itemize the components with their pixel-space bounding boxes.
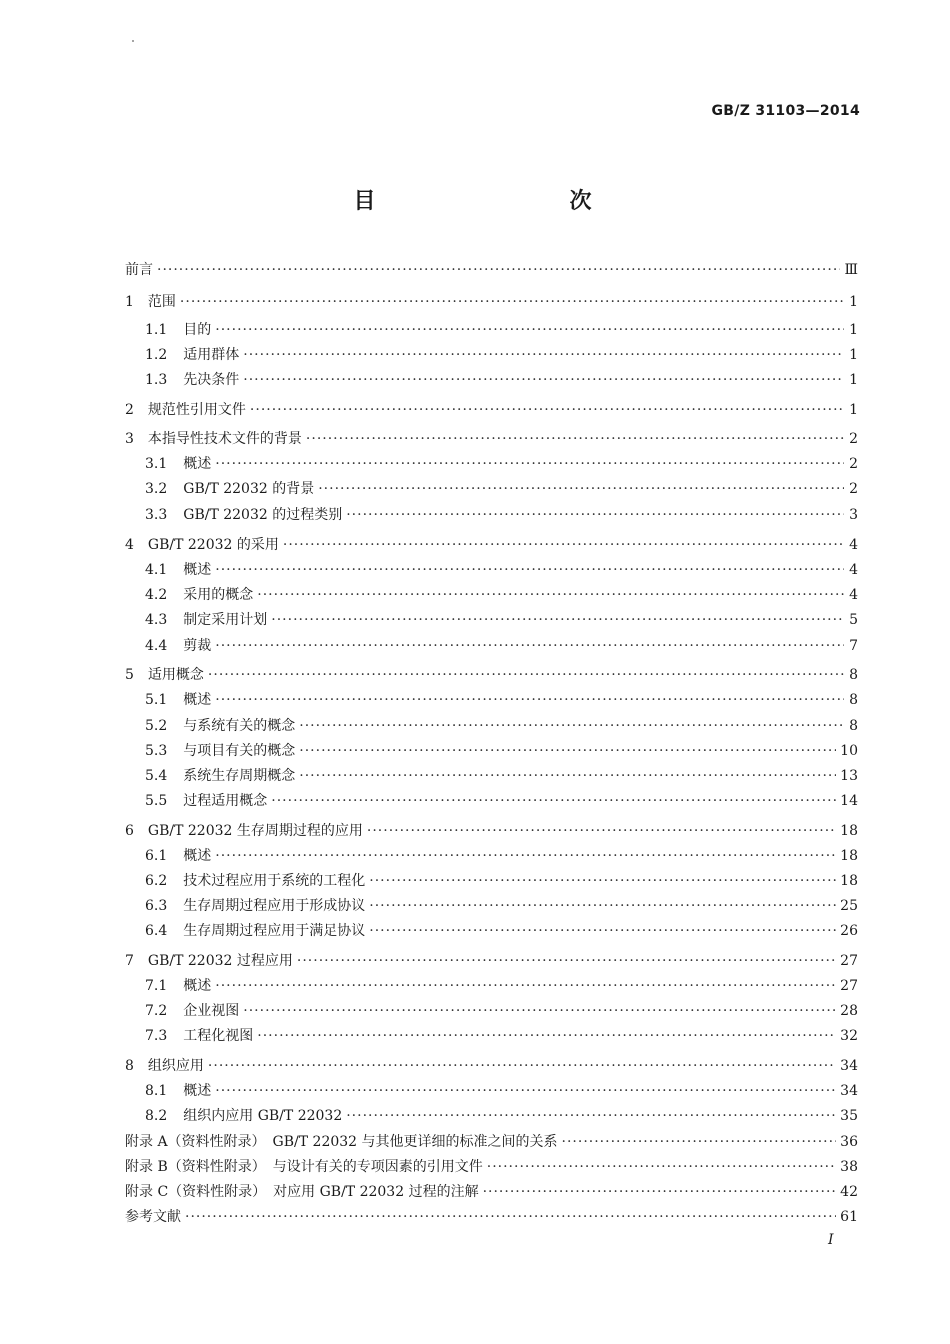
toc-entry-label: GB/T 22032 的采用 — [147, 537, 279, 553]
toc-entry-label: 参考文献 — [125, 1209, 181, 1225]
toc-entry-number: 4.1 — [145, 562, 168, 578]
scan-speck — [132, 40, 134, 42]
toc-entry[interactable] — [145, 921, 858, 941]
toc-entry-label: 组织内应用 GB/T 22032 — [183, 1108, 343, 1124]
toc-entry[interactable] — [125, 1207, 858, 1227]
toc-entry-number: 7 — [125, 953, 134, 969]
toc-entry[interactable] — [145, 871, 858, 891]
toc-leader-dots — [369, 896, 836, 916]
toc-leader-dots — [483, 1182, 837, 1202]
toc-entry-label: 生存周期过程应用于满足协议 — [183, 923, 366, 939]
toc-leader-dots — [208, 665, 844, 685]
toc-leader-dots — [257, 585, 844, 605]
toc-entry[interactable] — [145, 716, 858, 736]
toc-entry[interactable] — [145, 791, 858, 811]
toc-leader-dots — [306, 429, 844, 449]
toc-entry-number: 4.4 — [145, 638, 168, 654]
toc-leader-dots — [215, 1081, 836, 1101]
toc-entry-number: 3.1 — [145, 456, 168, 472]
toc-entry-label: 概述 — [183, 978, 212, 994]
toc-leader-dots — [215, 690, 844, 710]
toc-entry-label: 与系统有关的概念 — [183, 718, 296, 734]
toc-entry-page: 3 — [849, 507, 858, 523]
toc-entry-label: 技术过程应用于系统的工程化 — [183, 873, 366, 889]
toc-entry-page: Ⅲ — [844, 262, 858, 278]
toc-entry-number: 5.3 — [145, 743, 168, 759]
toc-leader-dots — [257, 1026, 836, 1046]
toc-entry[interactable] — [145, 1081, 858, 1101]
toc-entry-number: 6.3 — [145, 898, 168, 914]
toc-entry[interactable] — [125, 1182, 858, 1202]
toc-entry[interactable] — [145, 479, 858, 499]
toc-entry-page: 32 — [840, 1028, 858, 1044]
toc-entry-page: 2 — [849, 431, 858, 447]
toc-leader-dots — [243, 370, 844, 390]
toc-entry-page: 36 — [840, 1134, 858, 1150]
toc-entry-page: 2 — [849, 456, 858, 472]
toc-entry-label: 范围 — [147, 294, 176, 310]
toc-entry-page: 1 — [849, 322, 858, 338]
toc-entry-number: 2 — [125, 402, 134, 418]
toc-leader-dots — [271, 610, 844, 630]
toc-entry[interactable] — [145, 370, 858, 390]
toc-entry-page: 8 — [849, 667, 858, 683]
toc-entry-label: 过程适用概念 — [183, 793, 268, 809]
toc-entry-label: GB/T 22032 的背景 — [183, 481, 315, 497]
toc-entry-number: 8.1 — [145, 1083, 168, 1099]
toc-entry[interactable] — [145, 741, 858, 761]
toc-entry-page: 1 — [849, 347, 858, 363]
toc-leader-dots — [215, 976, 836, 996]
toc-leader-dots — [299, 716, 844, 736]
toc-entry-number: 4.3 — [145, 612, 168, 628]
toc-leader-dots — [299, 741, 836, 761]
toc-entry-label: 概述 — [183, 456, 212, 472]
toc-entry-label: 组织应用 — [147, 1058, 204, 1074]
toc-entry[interactable] — [125, 1132, 858, 1152]
toc-leader-dots — [299, 766, 836, 786]
toc-leader-dots — [215, 846, 836, 866]
toc-leader-dots — [215, 454, 844, 474]
toc-entry-label: GB/T 22032 过程应用 — [147, 953, 293, 969]
toc-entry[interactable] — [125, 535, 858, 555]
toc-entry-number: 6.1 — [145, 848, 168, 864]
toc-entry-page: 5 — [849, 612, 858, 628]
toc-entry-number: 7.1 — [145, 978, 168, 994]
toc-entry-number: 1.1 — [145, 322, 168, 338]
toc-entry-page: 18 — [840, 823, 858, 839]
toc-entry[interactable] — [125, 292, 858, 312]
toc-leader-dots — [369, 871, 836, 891]
toc-entry-number: 1.2 — [145, 347, 168, 363]
toc-entry-page: 2 — [849, 481, 858, 497]
toc-entry-page: 34 — [840, 1083, 858, 1099]
toc-entry-label: 适用群体 — [183, 347, 240, 363]
toc-entry-number: 4.2 — [145, 587, 168, 603]
toc-entry-number: 8 — [125, 1058, 134, 1074]
standard-code: GB/Z 31103—2014 — [711, 103, 860, 119]
toc-entry-page: 4 — [849, 562, 858, 578]
toc-leader-dots — [157, 260, 840, 280]
toc-entry[interactable] — [125, 429, 858, 449]
toc-entry-number: 6.2 — [145, 873, 168, 889]
toc-entry-label: 本指导性技术文件的背景 — [147, 431, 302, 447]
toc-leader-dots — [271, 791, 836, 811]
page-number: I — [828, 1232, 834, 1248]
toc-entry-page: 13 — [840, 768, 858, 784]
toc-entry-page: 18 — [840, 873, 858, 889]
toc-entry[interactable] — [145, 976, 858, 996]
toc-leader-dots — [318, 479, 844, 499]
toc-entry-number: 3.2 — [145, 481, 168, 497]
toc-entry[interactable] — [125, 260, 858, 280]
toc-entry-page: 8 — [849, 718, 858, 734]
toc-entry-number: 7.2 — [145, 1003, 168, 1019]
toc-entry-label: 概述 — [183, 848, 212, 864]
toc-entry[interactable] — [145, 1106, 858, 1126]
toc-entry-number: 3 — [125, 431, 134, 447]
toc-entry-number: 6.4 — [145, 923, 168, 939]
toc-entry-page: 27 — [840, 953, 858, 969]
toc-entry-label: 采用的概念 — [183, 587, 254, 603]
toc-entry-label: 附录 A（资料性附录） GB/T 22032 与其他更详细的标准之间的关系 — [125, 1134, 558, 1150]
toc-entry-label: 附录 B（资料性附录） 与设计有关的专项因素的引用文件 — [125, 1159, 483, 1175]
toc-entry[interactable] — [125, 1157, 858, 1177]
toc-entry-label: GB/T 22032 生存周期过程的应用 — [147, 823, 363, 839]
toc-entry-number: 5 — [125, 667, 134, 683]
toc-leader-dots — [346, 1106, 836, 1126]
toc-entry-label: 工程化视图 — [183, 1028, 254, 1044]
toc-entry-number: 5.2 — [145, 718, 168, 734]
toc-entry[interactable] — [145, 345, 858, 365]
toc-entry-number: 3.3 — [145, 507, 168, 523]
toc-entry-number: 5.1 — [145, 692, 168, 708]
toc-entry-page: 8 — [849, 692, 858, 708]
toc-entry[interactable] — [145, 766, 858, 786]
toc-entry[interactable] — [145, 610, 858, 630]
toc-entry-page: 14 — [840, 793, 858, 809]
toc-entry-page: 7 — [849, 638, 858, 654]
toc-leader-dots — [185, 1207, 836, 1227]
toc-entry[interactable] — [125, 1056, 858, 1076]
toc-entry[interactable] — [145, 560, 858, 580]
toc-entry-page: 4 — [849, 537, 858, 553]
toc-leader-dots — [346, 505, 844, 525]
toc-entry-label: 先决条件 — [183, 372, 240, 388]
toc-leader-dots — [283, 535, 844, 555]
toc-entry-page: 28 — [840, 1003, 858, 1019]
toc-entry-page: 1 — [849, 372, 858, 388]
toc-leader-dots — [367, 821, 836, 841]
toc-entry-number: 5.5 — [145, 793, 168, 809]
toc-entry-page: 34 — [840, 1058, 858, 1074]
toc-leader-dots — [208, 1056, 836, 1076]
page-title: 目 次 — [353, 189, 642, 214]
toc-entry[interactable] — [145, 505, 858, 525]
toc-leader-dots — [562, 1132, 837, 1152]
toc-entry[interactable] — [125, 821, 858, 841]
toc-leader-dots — [180, 292, 844, 312]
toc-entry-label: 制定采用计划 — [183, 612, 268, 628]
toc-leader-dots — [215, 320, 844, 340]
toc-leader-dots — [297, 951, 836, 971]
toc-leader-dots — [215, 636, 844, 656]
toc-entry-number: 4 — [125, 537, 134, 553]
toc-entry-label: 概述 — [183, 1083, 212, 1099]
toc-entry-label: 规范性引用文件 — [147, 402, 246, 418]
toc-entry-label: 与项目有关的概念 — [183, 743, 296, 759]
toc-leader-dots — [487, 1157, 836, 1177]
toc-entry[interactable] — [145, 454, 858, 474]
toc-entry[interactable] — [145, 690, 858, 710]
toc-entry-page: 1 — [849, 402, 858, 418]
toc-leader-dots — [369, 921, 836, 941]
toc-entry-page: 42 — [840, 1184, 858, 1200]
toc-entry-number: 8.2 — [145, 1108, 168, 1124]
toc-entry[interactable] — [145, 585, 858, 605]
toc-entry-number: 5.4 — [145, 768, 168, 784]
toc-entry-label: 系统生存周期概念 — [183, 768, 296, 784]
toc-entry-label: 剪裁 — [183, 638, 212, 654]
toc-entry-label: 附录 C（资料性附录） 对应用 GB/T 22032 过程的注解 — [125, 1184, 479, 1200]
toc-entry[interactable] — [145, 896, 858, 916]
toc-entry[interactable] — [125, 665, 858, 685]
toc-entry-page: 25 — [840, 898, 858, 914]
toc-entry-page: 35 — [840, 1108, 858, 1124]
toc-entry[interactable] — [145, 1026, 858, 1046]
toc-leader-dots — [243, 1001, 836, 1021]
toc-entry[interactable] — [125, 400, 858, 420]
toc-entry-page: 61 — [840, 1209, 858, 1225]
toc-leader-dots — [250, 400, 844, 420]
toc-entry-number: 7.3 — [145, 1028, 168, 1044]
toc-entry[interactable] — [145, 636, 858, 656]
toc-entry-label: GB/T 22032 的过程类别 — [183, 507, 343, 523]
toc-entry-label: 适用概念 — [147, 667, 204, 683]
toc-entry-label: 前言 — [125, 262, 153, 278]
toc-entry-number: 1.3 — [145, 372, 168, 388]
toc-entry-page: 38 — [840, 1159, 858, 1175]
toc-entry[interactable] — [145, 1001, 858, 1021]
toc-entry-label: 企业视图 — [183, 1003, 240, 1019]
toc-entry[interactable] — [145, 320, 858, 340]
toc-leader-dots — [215, 560, 844, 580]
toc-entry-label: 目的 — [183, 322, 212, 338]
toc-entry-page: 26 — [840, 923, 858, 939]
toc-entry-page: 27 — [840, 978, 858, 994]
toc-leader-dots — [243, 345, 844, 365]
toc-entry-number: 6 — [125, 823, 134, 839]
toc-entry[interactable] — [145, 846, 858, 866]
toc-entry-page: 18 — [840, 848, 858, 864]
toc-entry-page: 10 — [840, 743, 858, 759]
toc-entry-page: 4 — [849, 587, 858, 603]
toc-entry-number: 1 — [125, 294, 134, 310]
toc-entry-label: 生存周期过程应用于形成协议 — [183, 898, 366, 914]
toc-entry[interactable] — [125, 951, 858, 971]
toc-entry-label: 概述 — [183, 692, 212, 708]
toc-entry-label: 概述 — [183, 562, 212, 578]
toc-entry-page: 1 — [849, 294, 858, 310]
